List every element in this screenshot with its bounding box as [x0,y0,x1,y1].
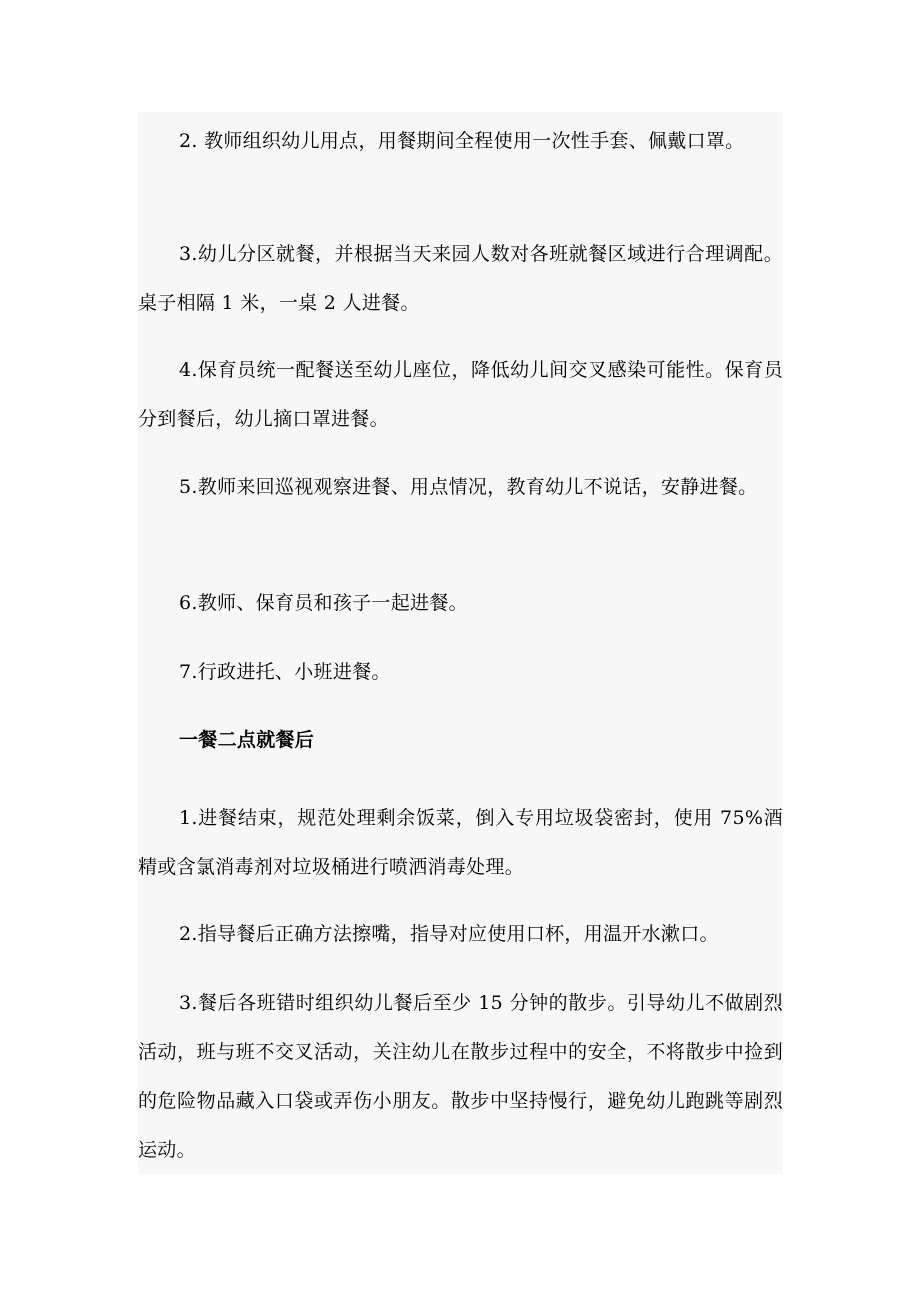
paragraph-after-step-2: 2.指导餐后正确方法擦嘴，指导对应使用口杯，用温开水漱口。 [179,923,719,945]
paragraph-step-6: 6.教师、保育员和孩子一起进餐。 [179,592,468,614]
paragraph-after-step-1: 1.进餐结束，规范处理剩余饭菜，倒入专用垃圾袋密封，使用 75%酒精或含氯消毒剂对垃圾桶进行喷洒消毒处理。 [138,807,783,878]
paragraph-after-step-3: 3.餐后各班错时组织幼儿餐后至少 15 分钟的散步。引导幼儿不做剧烈活动，班与班不交叉活动，关注幼儿在散步过程中的安全，不将散步中捡到的危险物品藏入口袋或弄伤小朋友。散步中坚持慢行，避免幼儿跑跳等剧烈运动。 [138,992,783,1161]
paragraph-step-4: 4.保育员统一配餐送至幼儿座位，降低幼儿间交叉感染可能性。保育员分到餐后，幼儿摘口罩进餐。 [138,359,783,430]
section-heading: 一餐二点就餐后 [179,729,315,751]
document-content [138,112,783,1174]
paragraph-step-5: 5.教师来回巡视观察进餐、用点情况，教育幼儿不说话，安静进餐。 [179,476,758,498]
paragraph-step-2: 2. 教师组织幼儿用点，用餐期间全程使用一次性手套、佩戴口罩。 [179,130,745,152]
paragraph-step-3: 3.幼儿分区就餐，并根据当天来园人数对各班就餐区域进行合理调配。桌子相隔 1 米，一桌 2 人进餐。 [138,243,783,314]
paragraph-step-7: 7.行政进托、小班进餐。 [179,661,391,683]
